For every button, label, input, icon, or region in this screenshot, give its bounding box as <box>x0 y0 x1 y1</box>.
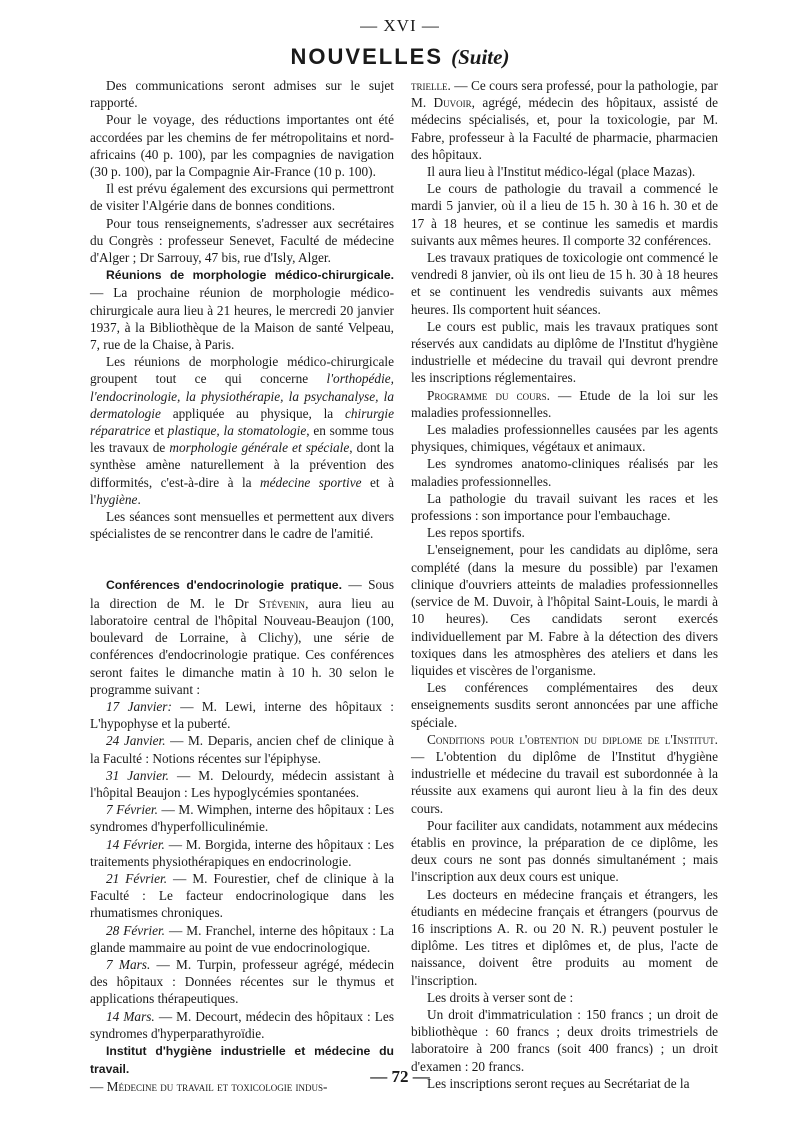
section-text: — La prochaine réunion de morphologie médico-chirurgicale aura lieu à 21 heures, le mercredi 20 janvier 1937, à la Bibliothèque de la Maison de santé Velpeau, 7, rue de la Chaise, à Paris. <box>90 285 394 353</box>
schedule-text: — M. Decourt, médecin des hôpitaux : Les syndromes d'hyperparathyroïdie. <box>90 1008 394 1041</box>
text-run: , en somme tous les travaux de <box>90 423 394 456</box>
text-run: — Etude de la loi sur les maladies professionnelles. <box>411 387 718 420</box>
paragraph: Les docteurs en médecine français et étrangers, les étudiants en médecine français et étrangers (pourvus de 16 inscriptions A. R. ou 20 N. R.) peuvent postuler le diplôme. Les titres et diplômes et, de plus, l'acte de naissance, doivent être produits au moment de l'inscription. <box>411 886 718 988</box>
smallcaps-run: trielle. <box>411 78 451 93</box>
schedule-date: 17 Janvier: <box>106 698 172 714</box>
schedule-text: — M. Deparis, ancien chef de clinique à la Faculté : Notions récentes sur l'épiphyse. <box>90 733 394 766</box>
italic-run: morphologie générale et spéciale <box>169 440 350 456</box>
schedule-text: — M. Fourestier, chef de clinique à la Faculté : Le facteur endocrinologique dans les rhumatismes chroniques. <box>90 870 394 921</box>
text-run: , agrégé, médecin des hôpitaux, assisté de médecins spécialisés, et, pour la toxicologie, par M. Fabre, professeur à la Faculté de pharmacie, pharmacien des hôpitaux. <box>411 95 718 162</box>
section-reunions <box>90 266 394 353</box>
schedule-item <box>90 870 394 922</box>
paragraph: Le cours de pathologie du travail a commencé le mardi 5 janvier, où il a lieu de 15 h. 30 à 16 h. 30 et de 17 à 18 heures, et se continue les samedis et mardis suivants aux mêmes heures. Il comporte 32 conférences. <box>411 181 718 248</box>
schedule-text: — M. Turpin, professeur agrégé, médecin des hôpitaux : Données récentes sur le thymus et applications thérapeutiques. <box>90 956 394 1007</box>
paragraph: Le cours est public, mais les travaux pratiques sont réservés aux candidats au diplôme de l'Institut d'hygiène industrielle et médecine du travail qui devront prendre les inscriptions réglementaires. <box>411 318 718 386</box>
section-conferences <box>90 576 394 697</box>
text-run: — L'obtention du diplôme de l'Institut d'hygiène industrielle et médecine du travail est subordonnée à la réussite aux examens qui auront lieu à la fin des deux cours. <box>411 748 718 816</box>
schedule-date: 7 Mars. <box>106 956 151 972</box>
text-run: et à l' <box>90 474 394 507</box>
right-column <box>411 77 718 1092</box>
paragraph: Les travaux pratiques de toxicologie ont commencé le vendredi 8 janvier, où ils ont lieu de 15 h. 30 à 18 heures et se continuent les vendredis suivants aux mêmes heures. Ils comportent huit séances. <box>411 250 718 317</box>
section-heading: Institut d'hygiène industrielle et médecine du travail. <box>90 1043 394 1077</box>
schedule-text: — M. Borgida, interne des hôpitaux : Les traitements physiothérapiques en endocrinologie. <box>90 836 394 869</box>
schedule-date: 14 Février. <box>106 836 165 852</box>
italic-run: l'orthopédie, l'endocrinologie, la physiothérapie, la psychanalyse, la dermatologie <box>90 371 394 421</box>
paragraph: Les inscriptions seront reçues au Secrétariat de la <box>427 1075 690 1091</box>
text-run: , aura lieu au laboratoire central de l'hôpital Nouveau-Beaujon (100, boulevard de Lorraine, à Clichy), une série de conférences d'endocrinologie pratique. Ces conférences seront faites le dimanche matin à 10 h. 30 selon le programme suivant : <box>90 595 394 697</box>
paragraph: Les syndromes anatomo-cliniques réalisés par les maladies professionnelles. <box>411 456 718 489</box>
paragraph: Un droit d'immatriculation : 150 francs ; un droit de bibliothèque : 60 francs ; deux droits trimestriels de laboratoire à 200 francs (soit 400 francs) ; un droit d'examen : 20 francs. <box>411 1006 718 1074</box>
paragraph: Les conférences complémentaires des deux enseignements susdits seront annoncées par une affiche spéciale. <box>411 680 718 730</box>
text-run: et <box>150 423 168 439</box>
paragraph: Les maladies professionnelles causées par les agents physiques, chimiques, végétaux et animaux. <box>411 422 718 455</box>
paragraph <box>90 353 394 508</box>
schedule-date: 7 Février. <box>106 802 158 818</box>
schedule-text: — M. Wimphen, interne des hôpitaux : Les syndromes d'hyperfolliculinémie. <box>90 802 395 835</box>
section-heading: Conférences d'endocrinologie pratique. <box>106 578 342 593</box>
section-spacer <box>90 542 394 576</box>
schedule-item <box>90 698 394 732</box>
paragraph: La pathologie du travail suivant les races et les professions : son importance pour l'embauchage. <box>411 490 718 524</box>
paragraph: Pour le voyage, des réductions importantes ont été accordées par les chemins de fer métropolitains et nord-africains (40 p. 100), par les compagnies de navigation (30 p. 100), par la Compagnie Air-France (10 p. 100). <box>90 112 394 180</box>
paragraph: Des communications seront admises sur le sujet rapporté. <box>90 78 394 111</box>
text-run: Les réunions de morphologie médico-chirurgicale groupent tout ce qui concerne <box>90 354 394 387</box>
schedule-date: 24 Janvier. <box>106 733 166 749</box>
schedule-item <box>90 767 394 801</box>
text-run: — Sous la direction de M. le Dr <box>90 577 394 611</box>
italic-run: médecine sportive <box>260 474 362 490</box>
title-suffix: (Suite) <box>451 45 510 69</box>
paragraph <box>411 387 718 421</box>
schedule-item <box>90 801 394 835</box>
smallcaps-run: — Médecine du travail et toxicologie indus- <box>90 1079 328 1095</box>
text-run: — Ce cours sera professé, pour la pathologie, par M. <box>411 78 718 111</box>
section-heading: Réunions de morphologie médico-chirurgicale. <box>106 268 394 283</box>
paragraph: Les repos sportifs. <box>427 525 525 541</box>
text-run: appliquée au physique, la <box>160 405 345 421</box>
schedule-item <box>90 1008 394 1042</box>
paragraph: Pour tous renseignements, s'adresser aux secrétaires du Congrès : professeur Senevet, Faculté de médecine d'Alger ; Dr Sarrouy, 47 bis, rue d'Isly, Alger. <box>90 215 394 266</box>
paragraph: L'enseignement, pour les candidats au diplôme, sera complété (dans la mesure du possible) par l'examen clinique d'ouvriers atteints de maladies professionnelles (service de M. Duvoir, à l'hôpital Saint-Louis, le mardi à 10 heures). Ces candidats seront exercés individuellement par M. Fabre à la détection des divers toxiques dans les atmosphères des ateliers et dans les liquides et viscères de l'organisme. <box>411 542 718 678</box>
schedule-item <box>90 836 394 870</box>
title-text: NOUVELLES <box>290 44 443 69</box>
schedule-date: 28 Février. <box>106 922 165 938</box>
schedule-text: — M. Delourdy, médecin assistant à l'hôpital Beaujon : Les hypoglycémies spontanées. <box>90 767 394 800</box>
page-number: — 72 — <box>370 1067 430 1086</box>
left-column <box>90 77 394 1096</box>
schedule-item <box>90 922 394 956</box>
schedule-text: — M. Franchel, interne des hôpitaux : La glande mammaire au point de vue endocrinologique. <box>90 922 394 955</box>
schedule-date: 14 Mars. <box>106 1008 155 1024</box>
page-title <box>0 44 800 70</box>
schedule-text: — M. Lewi, interne des hôpitaux : L'hypophyse et la puberté. <box>90 698 394 732</box>
paragraph: Les droits à verser sont de : <box>427 989 574 1005</box>
text-run: , dont la synthèse amène naturellement à la prévention des difformités, c'est-à-dire à la <box>90 440 394 490</box>
paragraph <box>411 77 718 163</box>
smallcaps-name: Stévenin <box>258 595 306 611</box>
paragraph <box>411 731 718 817</box>
smallcaps-run: Programme du cours. <box>427 387 550 403</box>
text-run: . <box>137 491 141 507</box>
paragraph: Il est prévu également des excursions qui permettront de visiter l'Algérie dans de bonnes conditions. <box>90 181 394 214</box>
schedule-date: 21 Février. <box>106 870 168 886</box>
smallcaps-name: Duvoir <box>433 95 472 111</box>
schedule-item <box>90 956 394 1008</box>
paragraph: Les séances sont mensuelles et permettent aux divers spécialistes de se rencontrer dans le cadre de l'amitié. <box>90 509 394 542</box>
paragraph: Pour faciliter aux candidats, notamment aux médecins établis en province, la préparation de ce diplôme, les deux cours ne sont pas donnés simultanément ; mais l'inscription aux deux cours est unique. <box>411 817 718 885</box>
paragraph: Il aura lieu à l'Institut médico-légal (place Mazas). <box>427 164 696 180</box>
italic-run: hygiène <box>96 491 138 507</box>
smallcaps-run: Conditions pour l'obtention du diplome de l'Institut. <box>427 731 718 747</box>
schedule-date: 31 Janvier. <box>106 767 169 783</box>
page-header-number: — XVI — <box>360 16 440 35</box>
italic-run: plastique, la stomatologie <box>167 423 307 439</box>
schedule-item <box>90 732 394 766</box>
italic-run: chirurgie réparatrice <box>90 405 394 439</box>
